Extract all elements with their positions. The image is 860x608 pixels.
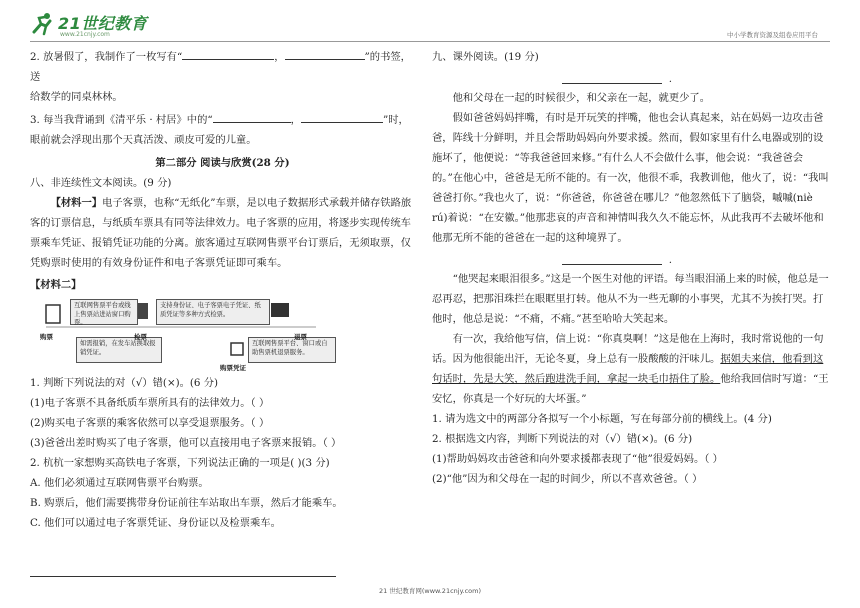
answer-blank[interactable]: [182, 47, 274, 60]
underlined-sentence: 据姐夫来信，他看到这句话时，先是大笑，然后跑进洗手间，拿起一块毛巾捂住了脸。: [432, 353, 824, 385]
answer-blank[interactable]: [285, 47, 365, 60]
q8-1: 1. 判断下列说法的对（√）错(×)。(6 分): [30, 377, 219, 389]
question-3-cont: 眼前就会浮现出那个天真活泼、顽皮可爱的儿童。: [30, 134, 257, 146]
q8-2: 2. 杭杭一家想购买高铁电子客票，下列说法正确的一项是( )(3 分): [30, 457, 330, 469]
material-2-label: 【材料二】: [30, 279, 82, 291]
question-2-fill: 2. 放暑假了，我制作了一枚写有“ ， ”的书签，送: [30, 47, 415, 87]
diagram-box-purchase: 互联网售票平台或线上售票站进站窗口购票。: [70, 299, 138, 325]
diagram-box-refund: 互联网售票平台、窗口或自助售票机退票服务。: [248, 337, 336, 363]
question-2-cont: 给数学的同桌林林。: [30, 91, 123, 103]
left-column: [30, 47, 415, 533]
site-logo: [30, 10, 150, 40]
diagram-label-refund: 退票: [294, 333, 307, 341]
runner-logo-icon: [30, 12, 56, 36]
diagram-label-voucher: 购票凭证: [220, 364, 246, 372]
rq-2-2: (2)“他”因为和父母在一起的时间少，所以不喜欢爸爸。（ ）: [432, 473, 703, 485]
section-9-heading: 九、课外阅读。(19 分): [432, 51, 539, 63]
option-b: B. 购票后，他们需要携带身份证前往车站取出车票，然后才能乘车。: [30, 497, 343, 509]
rq-2-1: (1)帮助妈妈攻击爸爸和向外要求援都表现了“他”很爱妈妈。（ ）: [432, 453, 723, 465]
brand-name: 21世纪教育: [58, 14, 148, 33]
footer-divider: [30, 576, 336, 577]
footer-text: 21 世纪教育网(www.21cnjy.com): [379, 587, 481, 595]
question-3-fill: 3. 每当我背诵到《清平乐 · 村居》中的“ ， ”时，: [30, 110, 415, 130]
right-column: [432, 47, 830, 489]
q8-1-3: (3)爸爸出差时购买了电子客票，他可以直接用电子客票来报销。（ ）: [30, 437, 342, 449]
material-1: 【材料一】电子客票，也称“无纸化”车票，是以电子数据形式承载并储存铁路旅客的订票信息，与纸质车票具有同等法律效力。电子客票的应用，将逐步实现传统车票乘车凭证、报销凭证功能的分离。旅客通过互联网售票平台订票后，无须取票，仅凭购票时使用的有效身份证件和电子客票凭证即可乘车。: [30, 197, 412, 269]
diagram-label-check: 检票: [134, 333, 147, 341]
title-blank-2[interactable]: .: [562, 254, 662, 265]
ticket-process-diagram: [36, 297, 336, 372]
section-8-heading: 八、非连续性文本阅读。(9 分): [30, 177, 172, 189]
option-c: C. 他们可以通过电子客票凭证、身份证以及检票乘车。: [30, 517, 281, 529]
paragraph-4: 有一次，我给他写信，信上说：“你真臭啊！”这是他在上海时，我时常说他的一句话。因为他很能出汗，无论冬夏，身上总有一股酸酸的汗味儿。据姐夫来信，他看到这句话时，先是大笑，然后跑进洗手间，拿起一块毛巾捂住了脸。他给我回信时写道：“王安忆，你真是一个好玩的大坏蛋。”: [432, 333, 829, 405]
answer-blank[interactable]: [213, 110, 291, 123]
diagram-box-reimburse: 如需报销，在发车站换取报销凭证。: [76, 337, 162, 363]
part-2-heading: 第二部分 阅读与欣赏(28 分): [155, 157, 290, 169]
diagram-box-check: 支持身份证、电子客票电子凭证、纸质凭证等多种方式检票。: [156, 299, 270, 325]
rq-2: 2. 根据选文内容，判断下列说法的对（√）错(×)。(6 分): [432, 433, 693, 445]
diagram-label-buy: 购票: [40, 333, 53, 341]
option-a: A. 他们必须通过互联网售票平台购票。: [30, 477, 209, 489]
paragraph-1: 他和父母在一起的时候很少，和父亲在一起，就更少了。: [452, 92, 711, 104]
answer-blank[interactable]: [301, 110, 383, 123]
platform-name: 中小学教育资源及组卷应用平台: [727, 31, 818, 39]
rq-1: 1. 请为选文中的两部分各拟写一个小标题，写在每部分前的横线上。(4 分): [432, 413, 772, 425]
title-blank-1[interactable]: .: [562, 73, 662, 84]
q8-1-1: (1)电子客票不具备纸质车票所具有的法律效力。（ ）: [30, 397, 270, 409]
paragraph-2: 假如爸爸妈妈拌嘴，有时是开玩笑的拌嘴，他也会认真起来，站在妈妈一边攻击爸爸，阵线十分鲜明，并且会帮助妈妈向外要求援。然而，假如家里有什么电器或别的设施坏了，他便说：“等我爸爸回来修。”有什么人不会做什么事，他会说：“我爸爸会的。”在他心中，爸爸是无所不能的。有一次，他很不乖，我教训他，他火了，说：“我叫爸爸打你。”我也火了，说：“你爸爸，你爸爸在哪儿？”他忽然低下了脑袋，嘁嘁(niè rú)着说：“在安徽。”他那悲哀的声音和神情叫我久久不能忘怀，从此我再不去破坏他和他那无所不能的爸爸在一起的这种境界了。: [432, 112, 829, 244]
q8-1-2: (2)购买电子客票的乘客依然可以享受退票服务。（ ）: [30, 417, 270, 429]
paragraph-3: “他哭起来眼泪很多。”这是一个医生对他的评语。每当眼泪涌上来的时候，他总是一忍再忍，把那泪珠拦在眼眶里打转。他从不为一些无聊的小事哭，尤其不为挨打哭。打他时，他总是说：“不痛，不痛。”甚至哈哈大笑起来。: [432, 273, 829, 325]
brand-url: www.21cnjy.com: [60, 31, 110, 38]
header-divider: [30, 41, 830, 42]
